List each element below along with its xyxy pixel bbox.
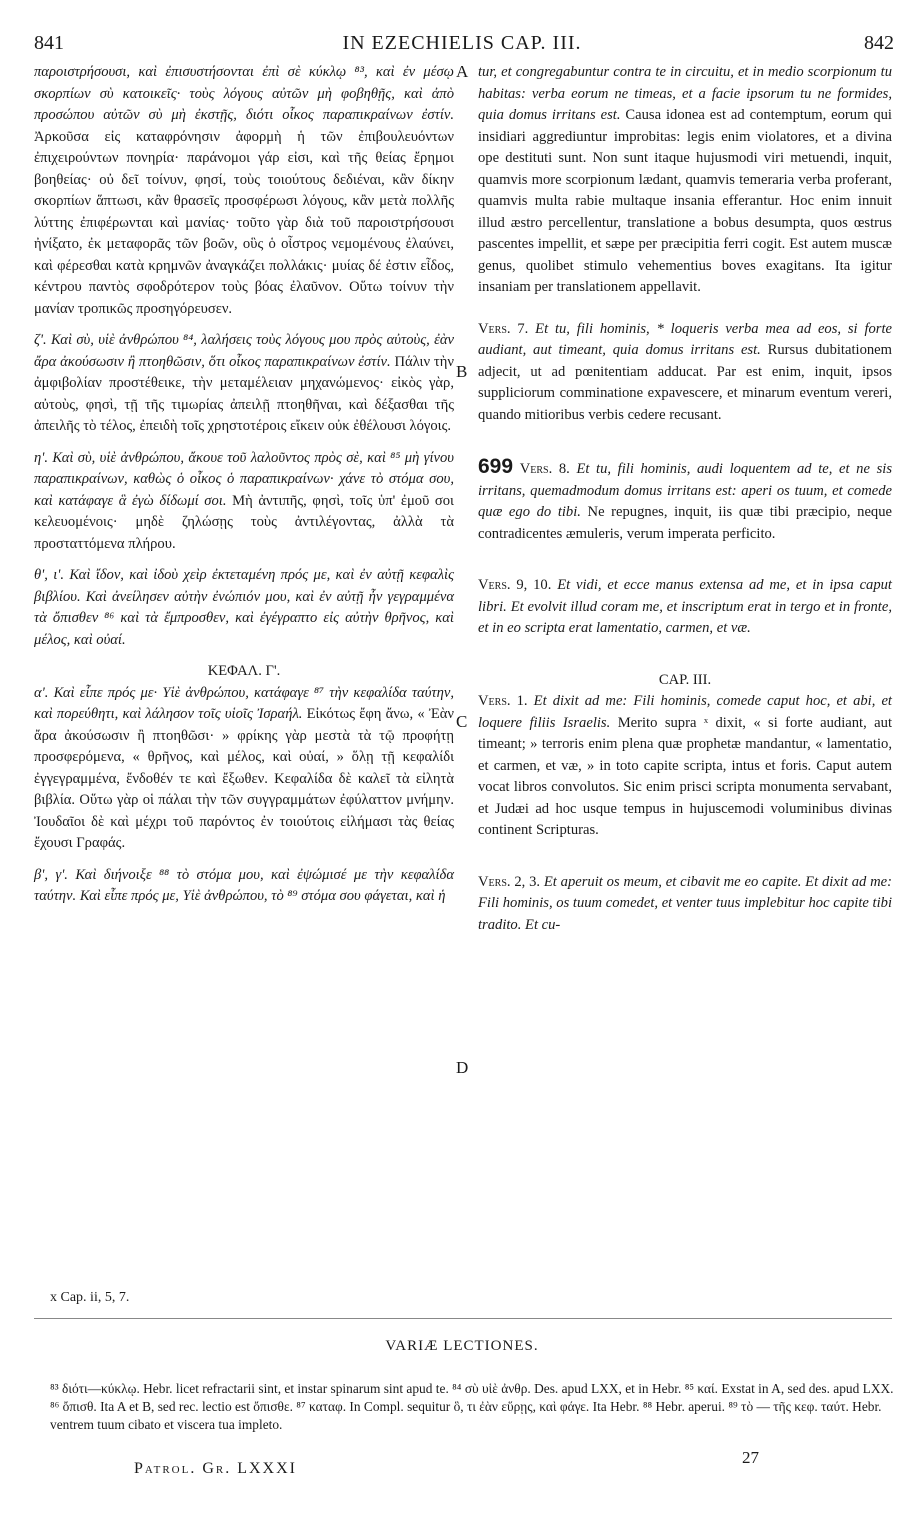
lemma-text: β', γ'. Καὶ διήνοιξε ⁸⁸ τὸ στόμα μου, καὶ ἐψώμισέ με τὴν κεφαλίδα ταύτην. Καὶ εἶπε πρός με, Υἱὲ ἀνθρώπου, τὸ ⁸⁹ στόμα σου φάγεται, καὶ ἡ [34, 866, 454, 904]
variae-lectiones-title: VARIÆ LECTIONES. [385, 1338, 539, 1354]
column-number: 699 [478, 455, 514, 478]
greek-chapter-3-verse-2-3 [34, 865, 454, 908]
verse-label: Vers. 2, 3. [478, 873, 541, 890]
page-number-right: 842 [864, 32, 894, 54]
lemma-text: tur, et congregabuntur contra te in circuitu, et in medio scorpionum tu habitas: verba eorum ne timeas, et a facie ipsorum tu ne formides, quia domus irritans est. [478, 64, 892, 123]
lemma-text: Et dixit ad me: Fili hominis, comede caput hoc, et abi, et loquere filiis Israelis. [478, 693, 892, 731]
greek-verse-8 [34, 448, 454, 556]
footnote-divider [34, 1318, 892, 1319]
latin-column [478, 62, 892, 936]
footnote: x Cap. ii, 5, 7. [50, 1290, 130, 1305]
gathering-signature: 27 [742, 1448, 759, 1467]
greek-chapter-3-verse-1 [34, 683, 454, 855]
latin-verse-7 [478, 319, 892, 427]
commentary-text: Ne repugnes, inquit, iis quæ tibi præcipio, neque contradicentes æmuleris, verum imperata perficito. [478, 504, 892, 542]
variant-readings: ⁸³ διότι—κύκλῳ. Hebr. licet refractarii sint, et instar spinarum sint apud te. ⁸⁴ σὺ υἱὲ ἀνθρ. Des. apud LXX, et in Hebr. ⁸⁵ καί. Exstat in A, sed des. apud LXX. ⁸⁶ ὄπισθ. Ita A et B, sed rec. lectio est ὄπισθε. ⁸⁷ καταφ. In Compl. sequitur ὃ, τι ἐὰν εὕρῃς, καὶ φάγε. Ita Hebr. ⁸⁸ Hebr. aperui. ⁸⁹ τὸ — τῆς κεφ. ταύτ. Hebr. ventrem tuum cibato et viscera tua impleto. [50, 1381, 894, 1432]
lemma-text: α'. Καὶ εἶπε πρός με· Υἱὲ ἀνθρώπου, κατάφαγε ⁸⁷ τὴν κεφαλίδα ταύτην, καὶ πορεύθητι, καὶ λάλησον τοῖς υἱοῖς Ἰσραήλ. [34, 684, 454, 722]
greek-column [34, 62, 454, 908]
latin-lemma-6 [478, 62, 892, 299]
verse-label: Vers. 1. [478, 693, 528, 709]
chapter-heading-latin: CAP. III. [658, 671, 712, 688]
commentary-text: Εἰκότως ἔφη ἄνω, « Ἐὰν ἄρα ἀκούσωσιν ἢ πτοηθῶσι· » φρίκης γὰρ μεστὰ τὰ τῷ προφήτῃ προσφερόμενα, « θρῆνος, καὶ μέλος, καὶ οὐαί, » ὅλῃ τῇ κεφαλίδι ἐγγεγραμμένα, ἔνδοθέν τε καὶ ἔξωθεν. Κεφαλίδα δὲ καλεῖ τὰ εἰλητὰ βιβλία. Οὕτω γὰρ οἱ πάλαι τὴν τῶν συγγραμμάτων ἐφύλαττον μνήμην. Ἰουδαῖοι δὲ καὶ μέχρι τοῦ παρόντος ἐν τοιούτοις εἰλήμασι τὰς θείας ἔχουσι Γραφάς. [34, 706, 454, 851]
latin-verse-8 [478, 456, 892, 545]
latin-verse-9-10 [478, 575, 892, 640]
verse-label: Vers. 8. [519, 461, 570, 477]
latin-chapter-3-verse-1 [478, 691, 892, 842]
margin-letter-d: D [456, 1058, 469, 1077]
commentary-text: Causa idonea est ad contemptum, eorum qui insidiari aggrediuntur improbitas: legis enim violatores, et a divina ope destituti sunt. Non sunt itaque hujusmodi viri metuendi, inquit, quamvis more scorpionum lædant, quamvis temeraria verba proferant, quamvis multa rabie multaque insania efferantur. Hoc enim innuit illud æstro percellentur, translatione a bobus desumpta, quos œstrus pascentes impellit, et sæpe per præcipitia ferri cogit. Est autem muscæ genus, quolibet stimulo vehementius boves exagitans. Ita igitur insaniam per translationem appellavit. [478, 107, 892, 295]
lemma-text: Et aperuit os meum, et cibavit me eo capite. Et dixit ad me: Fili hominis, os tuum comedet, et venter tuus implebitur hoc capite tibi tradito. Et cu- [478, 873, 893, 933]
greek-verse-9-10 [34, 565, 454, 651]
lemma-text: Et vidi, et ecce manus extensa ad me, et in ipsa caput libri. Et evolvit illud coram me, et inscriptum erat in tergo et in fronte, et in eo scripta erat lamentatio, carmen, et væ. [478, 577, 892, 636]
commentary-text: Merito supra ˣ dixit, « si forte audiant, aut timeant; » terroris enim plena quæ prophetæ mandantur, « lamentatio, et carmen, et væ, » in toto capite scripta, intus et foris. Caput autem vocat libros convolutos. Sic enim prisci scripta monumenta servabant, et Judæi ad hoc usque tempus in hujuscemodi voluminibus divinas continent Scripturas. [478, 714, 892, 838]
commentary-text: Ἀρκοῦσα εἰς καταφρόνησιν ἀφορμὴ ἡ τῶν ἐπιβουλευόντων ἐπιχειρούντων πονηρία· παράνομοι γάρ εἰσι, καὶ τῆς θείας ἔρημοι βοηθείας· οὐ δεῖ τοίνυν, φησί, τοὺς τοιούτους δεδιέναι, κἂν δίκην σκορπίων ἅπτωσι, κἂν θρασεῖς προσφέρωσι λόγους, κἂν μετὰ πολλῆς λύττης ἐπιφέρωνται καὶ μανίας· τοῦτο γὰρ διὰ τοῦ παροιστρήσουσι ἠνίξατο, ἐκ μεταφορᾶς τῶν βοῶν, οὓς ὁ οἶστρος νεμομένους ἐλαύνει, καὶ φέρεσθαι κατὰ κρημνῶν ἀναγκάζει πολλάκις· μυίας δέ ἐστιν εἶδος, κέντρου παντὸς σφοδρότερον τοὺς βόας ἐλαῦνον. Οὕτω τοίνυν τὴν μανίαν τροπικῶς προσηγόρευσεν. [34, 128, 454, 317]
page-number-left: 841 [34, 32, 64, 54]
commentary-text: Πάλιν τὴν ἀμφιβολίαν προστέθεικε, τὴν μεταμέλειαν μηχανώμενος· εἰκὸς γὰρ, αὐτοὺς, φησὶ, τῇ τῆς τιμωρίας ἀπειλῇ πτοηθῆναι, καὶ δέξασθαι τῆς ἀπειλῆς τὸ τέλος, ἐπειδὴ τοῖς χρηστοτέροις εἴκειν οὐκ ἐθέλουσι λόγοις. [34, 353, 454, 434]
verse-label: Vers. 7. [478, 320, 529, 337]
variae-lectiones-body [50, 1380, 900, 1434]
lemma-text: ζ'. Καὶ σὺ, υἱὲ ἀνθρώπου ⁸⁴, λαλήσεις τοὺς λόγους μου πρὸς αὐτοὺς, ἐὰν ἄρα ἀκούσωσιν ἢ πτοηθῶσιν, ὅτι οἶκος παραπικραίνων ἐστίν. [34, 332, 454, 370]
chapter-heading-greek: ΚΕΦΑΛ. Γ'. [207, 663, 281, 679]
lemma-text: θ', ι'. Καὶ ἴδον, καὶ ἰδοὺ χεὶρ ἐκτεταμένη πρός με, καὶ ἐν αὐτῇ κεφαλὶς βιβλίου. Καὶ ἀνείλησεν αὐτὴν ἐνώπιόν μου, καὶ ἐν αὐτῇ ἦν γεγραμμένα τὰ ὄπισθεν ⁸⁶ καὶ τὰ ἔμπροσθεν, καὶ ἐγέγραπτο εἰς αὐτὴν θρῆνος, καὶ μέλος, καὶ οὐαί. [34, 567, 454, 648]
running-title: IN EZECHIELIS CAP. III. [342, 32, 582, 54]
greek-verse-7 [34, 330, 454, 438]
commentary-text: Μὴ ἀντιπῆς, φησὶ, τοῖς ὑπ' ἐμοῦ σοι κελευομένοις· μηδὲ ζηλώσῃς τοὺς ἀντιλέγοντας, ἀλλὰ τὰ προσταττόμενα πλήρου. [34, 492, 454, 552]
greek-lemma-6 [34, 62, 454, 320]
margin-letter-c: C [456, 712, 468, 731]
commentary-text: Rursus dubitationem adjecit, ut ad pœnitentiam adducat. Par est enim, inquit, ipsos suppliciorum comminatione expavescere, et minarum eventum vereri, quando mitioribus verbis cedere recusant. [478, 342, 892, 423]
series-signature: Patrol. Gr. LXXXI [134, 1460, 297, 1477]
latin-chapter-3-verse-2-3 [478, 872, 892, 937]
verse-label: Vers. 9, 10. [478, 577, 552, 593]
margin-letter-b: B [456, 362, 468, 381]
lemma-text: η'. Καὶ σὺ, υἱὲ ἀνθρώπου, ἄκουε τοῦ λαλοῦντος πρὸς σὲ, καὶ ⁸⁵ μὴ γίνου παραπικραίνων, καθὼς ὁ οἶκος ὁ παραπικραίνων· χάνε τὸ στόμα σου, καὶ κατάφαγε ἃ ἐγὼ δίδωμί σοι. [34, 449, 454, 509]
lemma-text: Et tu, fili hominis, audi loquentem ad te, et ne sis irritans, quemadmodum domus irritans est: aperi os tuum, et comede quæ ego do tibi. [478, 461, 893, 520]
margin-letter-a: A [456, 62, 469, 81]
lemma-text: παροιστρήσουσι, καὶ ἐπισυστήσονται ἐπὶ σὲ κύκλῳ ⁸³, καὶ ἐν μέσῳ σκορπίων σὺ κατοικεῖς· τοὺς λόγους αὐτῶν μὴ φοβηθῇς, καὶ ἀπὸ προσώπου αὐτῶν σὺ μὴ ἐκστῇς, διότι οἶκος παραπικραίνων ἐστίν. [34, 64, 454, 123]
lemma-text: Et tu, fili hominis, * loqueris verba mea ad eos, si forte audiant, aut timeant, quia domus irritans est. [478, 320, 893, 358]
